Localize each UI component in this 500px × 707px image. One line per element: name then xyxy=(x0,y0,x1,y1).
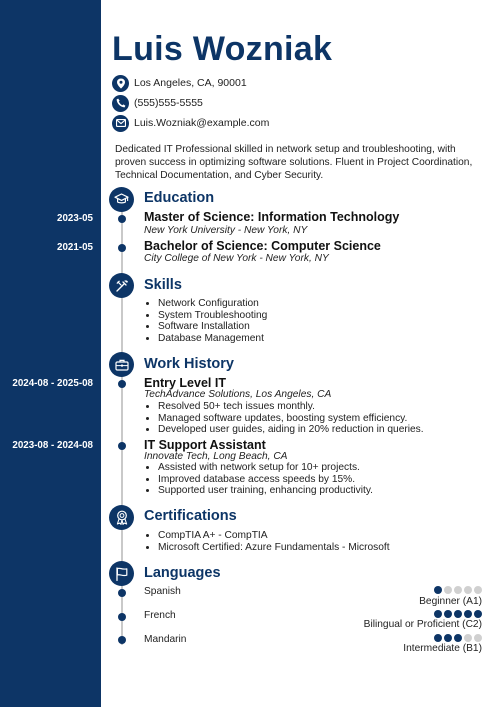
language-level: Intermediate (B1) xyxy=(403,643,482,654)
languages-heading: Languages xyxy=(144,565,221,581)
timeline-dot xyxy=(118,244,126,252)
rating-dot-filled xyxy=(454,634,462,642)
job-date: 2023-08 - 2024-08 xyxy=(12,440,93,451)
school-name: New York University - New York, NY xyxy=(144,225,308,236)
language-level: Beginner (A1) xyxy=(419,596,482,607)
rating-dot-filled xyxy=(464,610,472,618)
timeline-dot xyxy=(118,589,126,597)
education-heading: Education xyxy=(144,190,215,206)
envelope-icon xyxy=(112,115,129,132)
degree-title: Bachelor of Science: Computer Science xyxy=(144,239,381,253)
rating-dot-empty xyxy=(464,634,472,642)
timeline-dot xyxy=(118,442,126,450)
rating-dot-filled xyxy=(474,610,482,618)
language-name: Mandarin xyxy=(144,634,187,645)
list-item: • Assisted with network setup for 10+ projects. xyxy=(158,462,373,474)
hand-tools-icon xyxy=(109,273,134,298)
list-item: • Microsoft Certified: Azure Fundamentals - Microsoft xyxy=(158,542,390,554)
language-level: Bilingual or Proficient (C2) xyxy=(363,619,482,630)
timeline-dot xyxy=(118,380,126,388)
degree-title: Master of Science: Information Technology xyxy=(144,210,400,224)
list-item: • Network Configuration xyxy=(158,298,267,310)
list-item: • Software Installation xyxy=(158,321,267,333)
rating-dot-empty xyxy=(464,586,472,594)
education-date: 2023-05 xyxy=(57,213,93,224)
language-rating xyxy=(434,610,482,618)
language-name: French xyxy=(144,610,176,621)
rating-dot-filled xyxy=(434,586,442,594)
skills-list xyxy=(144,298,267,344)
timeline-dot xyxy=(118,636,126,644)
company-name: Innovate Tech, Long Beach, CA xyxy=(144,451,288,462)
work-history-heading: Work History xyxy=(144,356,234,372)
award-ribbon-icon xyxy=(109,505,134,530)
job-date: 2024-08 - 2025-08 xyxy=(12,378,93,389)
language-rating xyxy=(434,586,482,594)
email-text: Luis.Wozniak@example.com xyxy=(134,117,270,129)
address-text: Los Angeles, CA, 90001 xyxy=(134,77,247,89)
phone-icon xyxy=(112,95,129,112)
briefcase-icon xyxy=(109,352,134,377)
flag-icon xyxy=(109,561,134,586)
job-bullets xyxy=(144,462,373,497)
job-title: IT Support Assistant xyxy=(144,438,266,452)
left-sidebar xyxy=(0,0,101,707)
language-rating xyxy=(434,634,482,642)
education-date: 2021-05 xyxy=(57,242,93,253)
phone-text: (555)555-5555 xyxy=(134,97,203,109)
list-item: • System Troubleshooting xyxy=(158,310,267,322)
list-item: • CompTIA A+ - CompTIA xyxy=(158,530,390,542)
language-name: Spanish xyxy=(144,586,181,597)
timeline-dot xyxy=(118,215,126,223)
rating-dot-filled xyxy=(444,634,452,642)
job-bullets xyxy=(144,401,424,436)
rating-dot-filled xyxy=(444,610,452,618)
rating-dot-filled xyxy=(454,610,462,618)
timeline-dot xyxy=(118,613,126,621)
certifications-heading: Certifications xyxy=(144,508,237,524)
list-item: • Managed software updates, boosting system efficiency. xyxy=(158,413,424,425)
school-name: City College of New York - New York, NY xyxy=(144,253,329,264)
list-item: • Database Management xyxy=(158,333,267,345)
rating-dot-empty xyxy=(474,634,482,642)
skills-heading: Skills xyxy=(144,277,182,293)
map-pin-icon xyxy=(112,75,129,92)
rating-dot-filled xyxy=(434,610,442,618)
rating-dot-filled xyxy=(434,634,442,642)
contact-email xyxy=(112,114,269,132)
graduation-cap-icon xyxy=(109,187,134,212)
list-item: • Supported user training, enhancing productivity. xyxy=(158,485,373,497)
certifications-list xyxy=(144,530,390,553)
rating-dot-empty xyxy=(474,586,482,594)
contact-phone xyxy=(112,94,203,112)
contact-address xyxy=(112,74,247,92)
rating-dot-empty xyxy=(444,586,452,594)
candidate-name: Luis Wozniak xyxy=(112,30,333,68)
professional-summary: Dedicated IT Professional skilled in network setup and troubleshooting, with proven success in optimizing software solutions. Fluent in Project Coordination, Technical Documentation, and Cyber Security. xyxy=(115,144,473,182)
job-title: Entry Level IT xyxy=(144,376,226,390)
company-name: TechAdvance Solutions, Los Angeles, CA xyxy=(144,389,332,400)
rating-dot-empty xyxy=(454,586,462,594)
list-item: • Developed user guides, aiding in 20% reduction in queries. xyxy=(158,424,424,436)
list-item: • Resolved 50+ tech issues monthly. xyxy=(158,401,424,413)
list-item: • Improved database access speeds by 15%. xyxy=(158,474,373,486)
